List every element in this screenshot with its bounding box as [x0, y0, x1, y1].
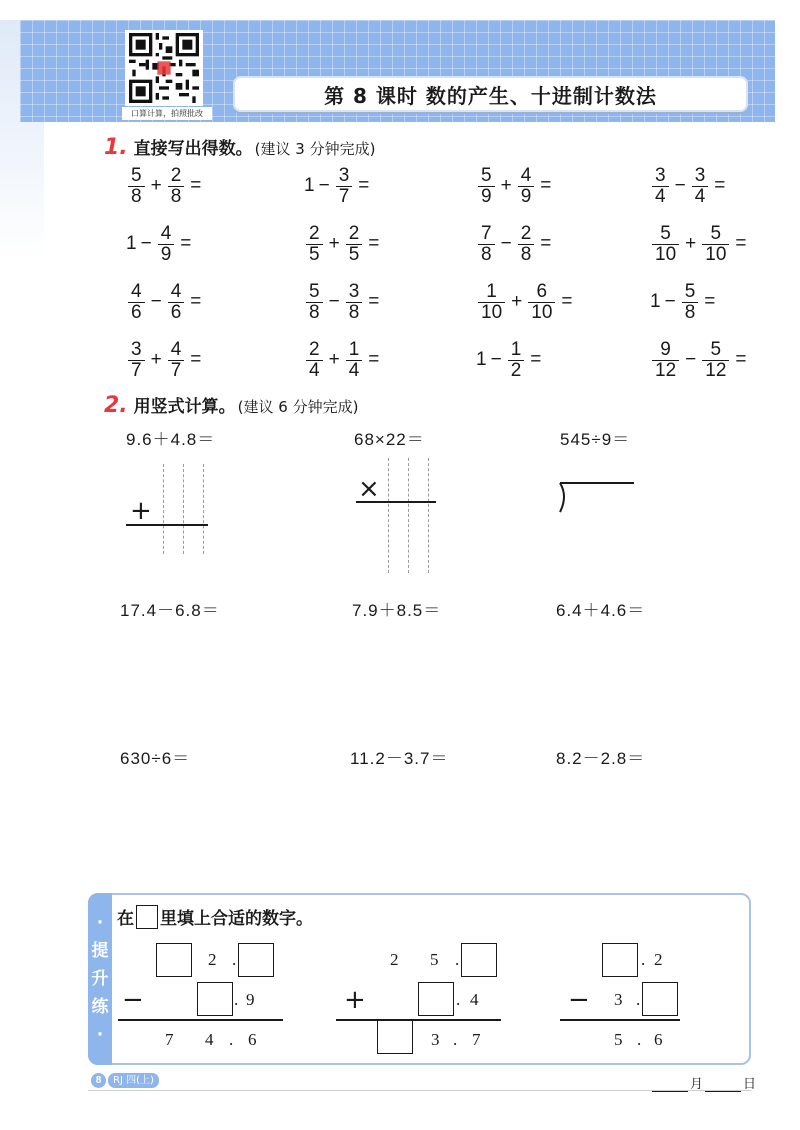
numerator: 5	[131, 164, 142, 186]
puzzle-digit: 2	[390, 950, 399, 969]
numerator: 9	[660, 338, 671, 360]
column-guide	[428, 458, 429, 573]
minus-mark: −	[122, 985, 144, 1015]
qr-caption: 口算计算，拍照批改	[122, 107, 212, 120]
fraction-problem	[650, 279, 719, 325]
page-number: 8	[91, 1073, 106, 1088]
tab-dot: ·	[96, 913, 104, 933]
denominator: 10	[531, 301, 553, 323]
fraction	[158, 224, 175, 265]
fraction	[168, 166, 185, 207]
denominator: 7	[170, 359, 182, 381]
fraction-row	[126, 221, 746, 279]
puzzle-digit: 4	[470, 990, 479, 1009]
operator: +	[328, 349, 340, 370]
section1-number: 1.	[104, 135, 128, 160]
section1-title: 直接写出得数。	[133, 139, 253, 159]
equals-sign: =	[735, 233, 747, 254]
tab-char: 升	[91, 969, 109, 989]
puzzle-line	[560, 1019, 680, 1021]
column-guide	[388, 458, 389, 573]
equals-sign: =	[704, 291, 716, 312]
section1-heading	[104, 134, 375, 160]
puzzle-digit: 3	[431, 1030, 440, 1049]
fraction	[128, 282, 145, 323]
vcalc-problem: 8.2－2.8＝	[556, 749, 646, 768]
denominator: 7	[338, 185, 350, 207]
puzzle-digit: .	[453, 1030, 458, 1049]
month-label: 月	[690, 1077, 704, 1092]
denominator: 4	[348, 359, 360, 381]
puzzle-digit: .	[641, 950, 646, 969]
fraction-problem	[304, 221, 383, 267]
numerator: 5	[710, 222, 722, 244]
numerator: 4	[170, 280, 182, 302]
denominator: 10	[481, 301, 503, 323]
equals-sign: =	[368, 233, 380, 254]
whole-number: 1	[476, 349, 487, 370]
puzzle-line	[336, 1019, 501, 1021]
tab-dot: ·	[96, 1025, 104, 1045]
fraction	[128, 166, 145, 207]
fraction	[336, 166, 353, 207]
vcalc-problem: 7.9＋8.5＝	[352, 601, 442, 620]
section2-note: (建议 6 分钟完成)	[237, 398, 359, 416]
whole-number: 1	[304, 175, 315, 196]
numerator: 5	[481, 164, 492, 186]
puzzle-digit: .	[232, 950, 237, 969]
fraction	[478, 282, 505, 323]
day-blank[interactable]	[705, 1078, 741, 1092]
fraction-problem	[126, 337, 205, 383]
numerator: 4	[520, 164, 532, 186]
denominator: 6	[131, 301, 142, 323]
fraction	[346, 224, 363, 265]
fraction	[306, 224, 323, 265]
fraction-row	[126, 163, 746, 221]
fraction	[702, 224, 729, 265]
numerator: 2	[309, 338, 320, 360]
puzzle-digit: 7	[165, 1030, 174, 1049]
fraction	[702, 340, 729, 381]
numerator: 3	[655, 164, 666, 186]
answer-box[interactable]	[461, 943, 497, 977]
operator: −	[674, 175, 686, 196]
vcalc-problem: 630÷6＝	[120, 749, 191, 768]
instruction-after: 里填上合适的数字。	[160, 909, 313, 929]
operator: −	[318, 175, 330, 196]
equals-sign: =	[190, 349, 202, 370]
vcalc-problem: 17.4－6.8＝	[120, 601, 220, 620]
equals-sign: =	[714, 175, 726, 196]
numerator: 1	[348, 338, 360, 360]
operator: +	[685, 233, 697, 254]
fraction	[478, 166, 495, 207]
fraction-problem	[126, 163, 205, 209]
operator: +	[150, 349, 162, 370]
equals-sign: =	[190, 175, 202, 196]
operator: +	[511, 291, 523, 312]
operator: −	[328, 291, 340, 312]
denominator: 8	[520, 243, 532, 265]
denominator: 5	[348, 243, 360, 265]
fraction-problem	[476, 337, 545, 383]
instruction-before: 在	[117, 909, 134, 929]
equals-sign: =	[540, 233, 552, 254]
practice-tab	[88, 893, 112, 1065]
puzzle-digit: 6	[654, 1030, 663, 1049]
numerator: 1	[486, 280, 497, 302]
fraction-row	[126, 337, 746, 395]
equals-sign: =	[540, 175, 552, 196]
answer-box[interactable]	[156, 943, 192, 977]
operator: +	[500, 175, 512, 196]
denominator: 10	[655, 243, 677, 265]
operator: −	[150, 291, 162, 312]
equals-sign: =	[190, 291, 202, 312]
puzzle-digit: 2	[208, 950, 217, 969]
numerator: 5	[684, 280, 696, 302]
operator: −	[140, 233, 152, 254]
puzzle-digit: 9	[246, 990, 255, 1009]
fraction	[528, 282, 555, 323]
numerator: 4	[170, 338, 182, 360]
fraction-problem-grid	[126, 163, 746, 395]
lesson-title-banner	[233, 76, 748, 112]
fraction-problem	[650, 221, 751, 267]
fraction-problem	[650, 337, 751, 383]
fraction	[508, 340, 525, 381]
numerator: 5	[710, 338, 722, 360]
answer-box[interactable]	[377, 1020, 413, 1054]
fraction-problem	[650, 163, 729, 209]
operator: −	[500, 233, 512, 254]
puzzle-digit: 3	[614, 990, 623, 1009]
fraction	[518, 224, 535, 265]
denominator: 4	[694, 185, 706, 207]
puzzle-digit: .	[637, 1030, 642, 1049]
fraction	[168, 340, 185, 381]
column-guide	[183, 464, 184, 554]
denominator: 9	[160, 243, 172, 265]
numerator: 4	[160, 222, 172, 244]
section2-title: 用竖式计算。	[133, 397, 236, 417]
day-label: 日	[743, 1077, 757, 1092]
tab-char: 练	[91, 997, 109, 1017]
tab-char: 提	[91, 941, 109, 961]
answer-box[interactable]	[602, 943, 638, 977]
puzzle-digit: .	[636, 990, 641, 1009]
product-line	[356, 501, 436, 503]
fraction	[128, 340, 145, 381]
fraction	[306, 340, 323, 381]
puzzle-digit: 5	[614, 1030, 623, 1049]
numerator: 7	[481, 222, 492, 244]
date-field	[650, 1073, 756, 1092]
plus-mark: +	[130, 496, 152, 526]
vcalc-problem: 11.2－3.7＝	[350, 749, 449, 768]
vcalc-problem: 68×22＝	[354, 430, 425, 449]
denominator: 8	[309, 301, 320, 323]
answer-box[interactable]	[197, 982, 233, 1016]
equals-sign: =	[530, 349, 542, 370]
fraction	[478, 224, 495, 265]
lesson-title: 第 8 课时 数的产生、十进制计数法	[324, 83, 657, 108]
puzzle-digit: .	[234, 990, 239, 1009]
fraction	[652, 224, 679, 265]
answer-box[interactable]	[238, 943, 274, 977]
equals-sign: =	[368, 349, 380, 370]
operator: −	[490, 349, 502, 370]
operator: −	[664, 291, 676, 312]
denominator: 12	[655, 359, 677, 381]
denominator: 2	[510, 359, 522, 381]
minus-mark: −	[568, 985, 590, 1015]
plus-mark: +	[344, 985, 366, 1015]
times-mark: ×	[358, 474, 380, 504]
puzzle-digit: 2	[654, 950, 663, 969]
denominator: 6	[170, 301, 182, 323]
denominator: 4	[655, 185, 666, 207]
fraction-problem	[476, 279, 577, 325]
operator: +	[150, 175, 162, 196]
puzzle-digit: .	[229, 1030, 234, 1049]
section1-note: (建议 3 分钟完成)	[254, 140, 376, 158]
puzzle-digit: .	[455, 950, 460, 969]
numerator: 6	[536, 280, 548, 302]
section2-number: 2.	[104, 393, 128, 418]
fraction-problem	[476, 163, 555, 209]
column-guide	[163, 464, 164, 554]
equals-sign: =	[358, 175, 370, 196]
division-bracket-icon	[556, 480, 636, 516]
equals-sign: =	[368, 291, 380, 312]
denominator: 8	[170, 185, 182, 207]
fraction-problem	[126, 279, 205, 325]
denominator: 8	[131, 185, 142, 207]
denominator: 4	[309, 359, 320, 381]
puzzle-digit: .	[456, 990, 461, 1009]
fraction-problem	[304, 163, 373, 209]
fraction	[168, 282, 185, 323]
equals-sign: =	[561, 291, 573, 312]
fraction	[692, 166, 709, 207]
puzzle-digit: 4	[205, 1030, 214, 1049]
fraction-problem	[304, 279, 383, 325]
fraction-row	[126, 279, 746, 337]
practice-instruction	[117, 904, 313, 929]
denominator: 10	[705, 243, 727, 265]
puzzle-line	[118, 1019, 283, 1021]
qr-code-icon[interactable]	[125, 30, 203, 106]
numerator: 2	[348, 222, 360, 244]
fraction	[682, 282, 699, 323]
month-blank[interactable]	[652, 1078, 688, 1092]
vcalc-problem: 6.4＋4.6＝	[556, 601, 646, 620]
answer-box[interactable]	[642, 982, 678, 1016]
inline-box-icon	[136, 905, 158, 929]
equals-sign: =	[180, 233, 192, 254]
fraction-problem	[126, 221, 195, 267]
numerator: 4	[131, 280, 142, 302]
column-guide	[203, 464, 204, 554]
numerator: 3	[694, 164, 706, 186]
denominator: 9	[520, 185, 532, 207]
numerator: 3	[348, 280, 360, 302]
fraction	[652, 340, 679, 381]
denominator: 8	[684, 301, 696, 323]
numerator: 3	[131, 338, 142, 360]
fraction	[652, 166, 669, 207]
numerator: 2	[520, 222, 532, 244]
fraction	[518, 166, 535, 207]
numerator: 2	[170, 164, 182, 186]
vcalc-problem: 545÷9＝	[560, 430, 631, 449]
puzzle-digit: 6	[248, 1030, 257, 1049]
whole-number: 1	[650, 291, 661, 312]
numerator: 5	[660, 222, 671, 244]
fraction-problem	[304, 337, 383, 383]
fraction-problem	[476, 221, 555, 267]
numerator: 2	[309, 222, 320, 244]
operator: −	[685, 349, 697, 370]
edition-badge: RJ 四(上)	[108, 1073, 159, 1088]
numerator: 3	[338, 164, 350, 186]
fraction	[346, 340, 363, 381]
column-guide	[408, 458, 409, 573]
numerator: 5	[309, 280, 320, 302]
whole-number: 1	[126, 233, 137, 254]
equals-sign: =	[735, 349, 747, 370]
denominator: 7	[131, 359, 142, 381]
section2-heading	[104, 392, 358, 418]
denominator: 12	[705, 359, 727, 381]
fraction	[346, 282, 363, 323]
puzzle-digit: 5	[430, 950, 439, 969]
numerator: 1	[510, 338, 522, 360]
sum-line	[126, 524, 208, 526]
vcalc-problem: 9.6＋4.8＝	[126, 430, 216, 449]
denominator: 8	[348, 301, 360, 323]
puzzle-digit: 7	[472, 1030, 481, 1049]
denominator: 8	[481, 243, 492, 265]
operator: +	[328, 233, 340, 254]
answer-box[interactable]	[418, 982, 454, 1016]
denominator: 9	[481, 185, 492, 207]
denominator: 5	[309, 243, 320, 265]
fraction	[306, 282, 323, 323]
